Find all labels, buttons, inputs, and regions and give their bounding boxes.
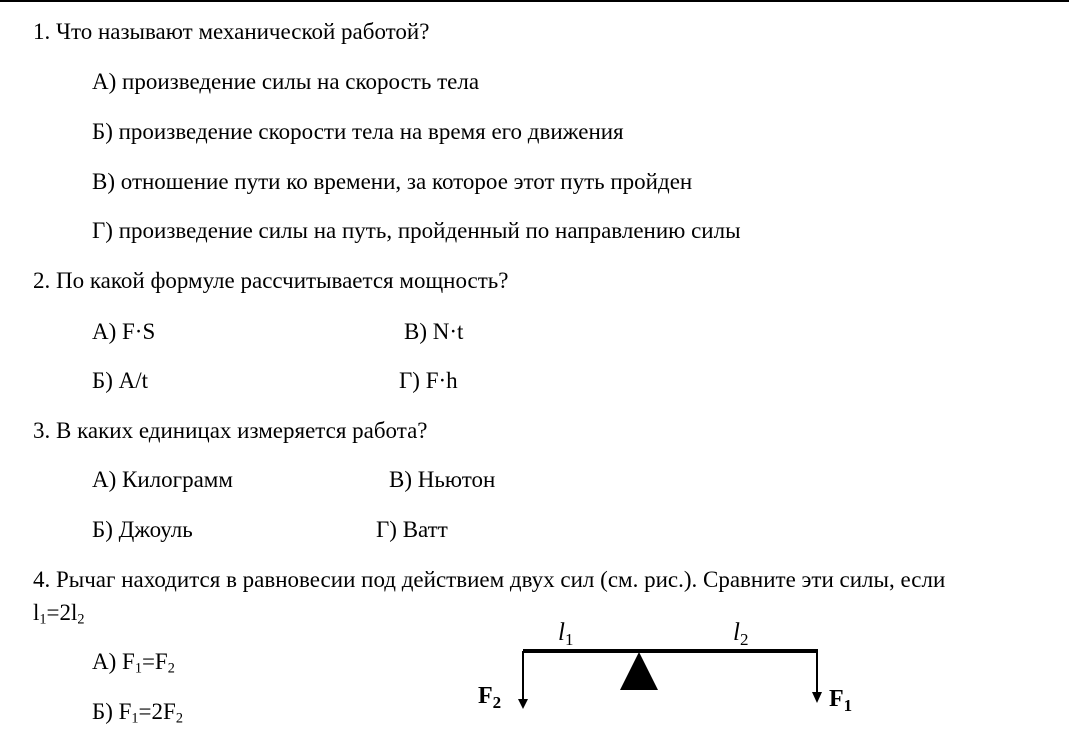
fulcrum-triangle [620, 652, 658, 690]
force-f1-arrowhead [812, 692, 822, 703]
q4-option-a: А) $F_1=F_2$ [92, 649, 175, 677]
q1-option-g: Г) произведение силы на путь, пройденный по направлению силы [92, 218, 741, 243]
q2-option-a: А) F·S [92, 319, 156, 344]
q3-option-a: А) Килограмм [92, 467, 233, 492]
question-2: 2. По какой формуле рассчитывается мощность? [33, 268, 509, 293]
q3-option-g: Г) Ватт [376, 517, 448, 542]
q1-option-b: Б) произведение скорости тела на время его движения [92, 119, 624, 144]
label-l1: $l_1$ [558, 619, 574, 649]
q1-option-v: В) отношение пути ко времени, за которое этот путь пройден [92, 169, 693, 194]
q2-option-v: В) N·t [404, 319, 464, 344]
q3-option-b: Б) Джоуль [92, 517, 193, 542]
label-l2: $l_2$ [733, 619, 749, 649]
force-f2-arrowhead [518, 699, 528, 709]
label-f1: $F_1$ [829, 686, 853, 715]
q2-option-g: Г) F·h [399, 368, 458, 393]
question-1: 1. Что называют механической работой? [33, 19, 430, 44]
question-4-condition: $l_1=2l_2$ [33, 600, 85, 628]
question-3: 3. В каких единицах измеряется работа? [33, 418, 428, 443]
q1-option-a: А) произведение силы на скорость тела [92, 69, 480, 94]
question-4: 4. Рычаг находится в равновесии под действием двух сил (см. рис.). Сравните эти силы, если [33, 567, 946, 592]
q4-option-b: Б) $F_1=2F_2$ [92, 699, 183, 727]
q2-option-b: Б) A/t [92, 368, 149, 393]
label-f2: $F_2$ [478, 683, 502, 712]
q3-option-v: В) Ньютон [389, 467, 496, 492]
